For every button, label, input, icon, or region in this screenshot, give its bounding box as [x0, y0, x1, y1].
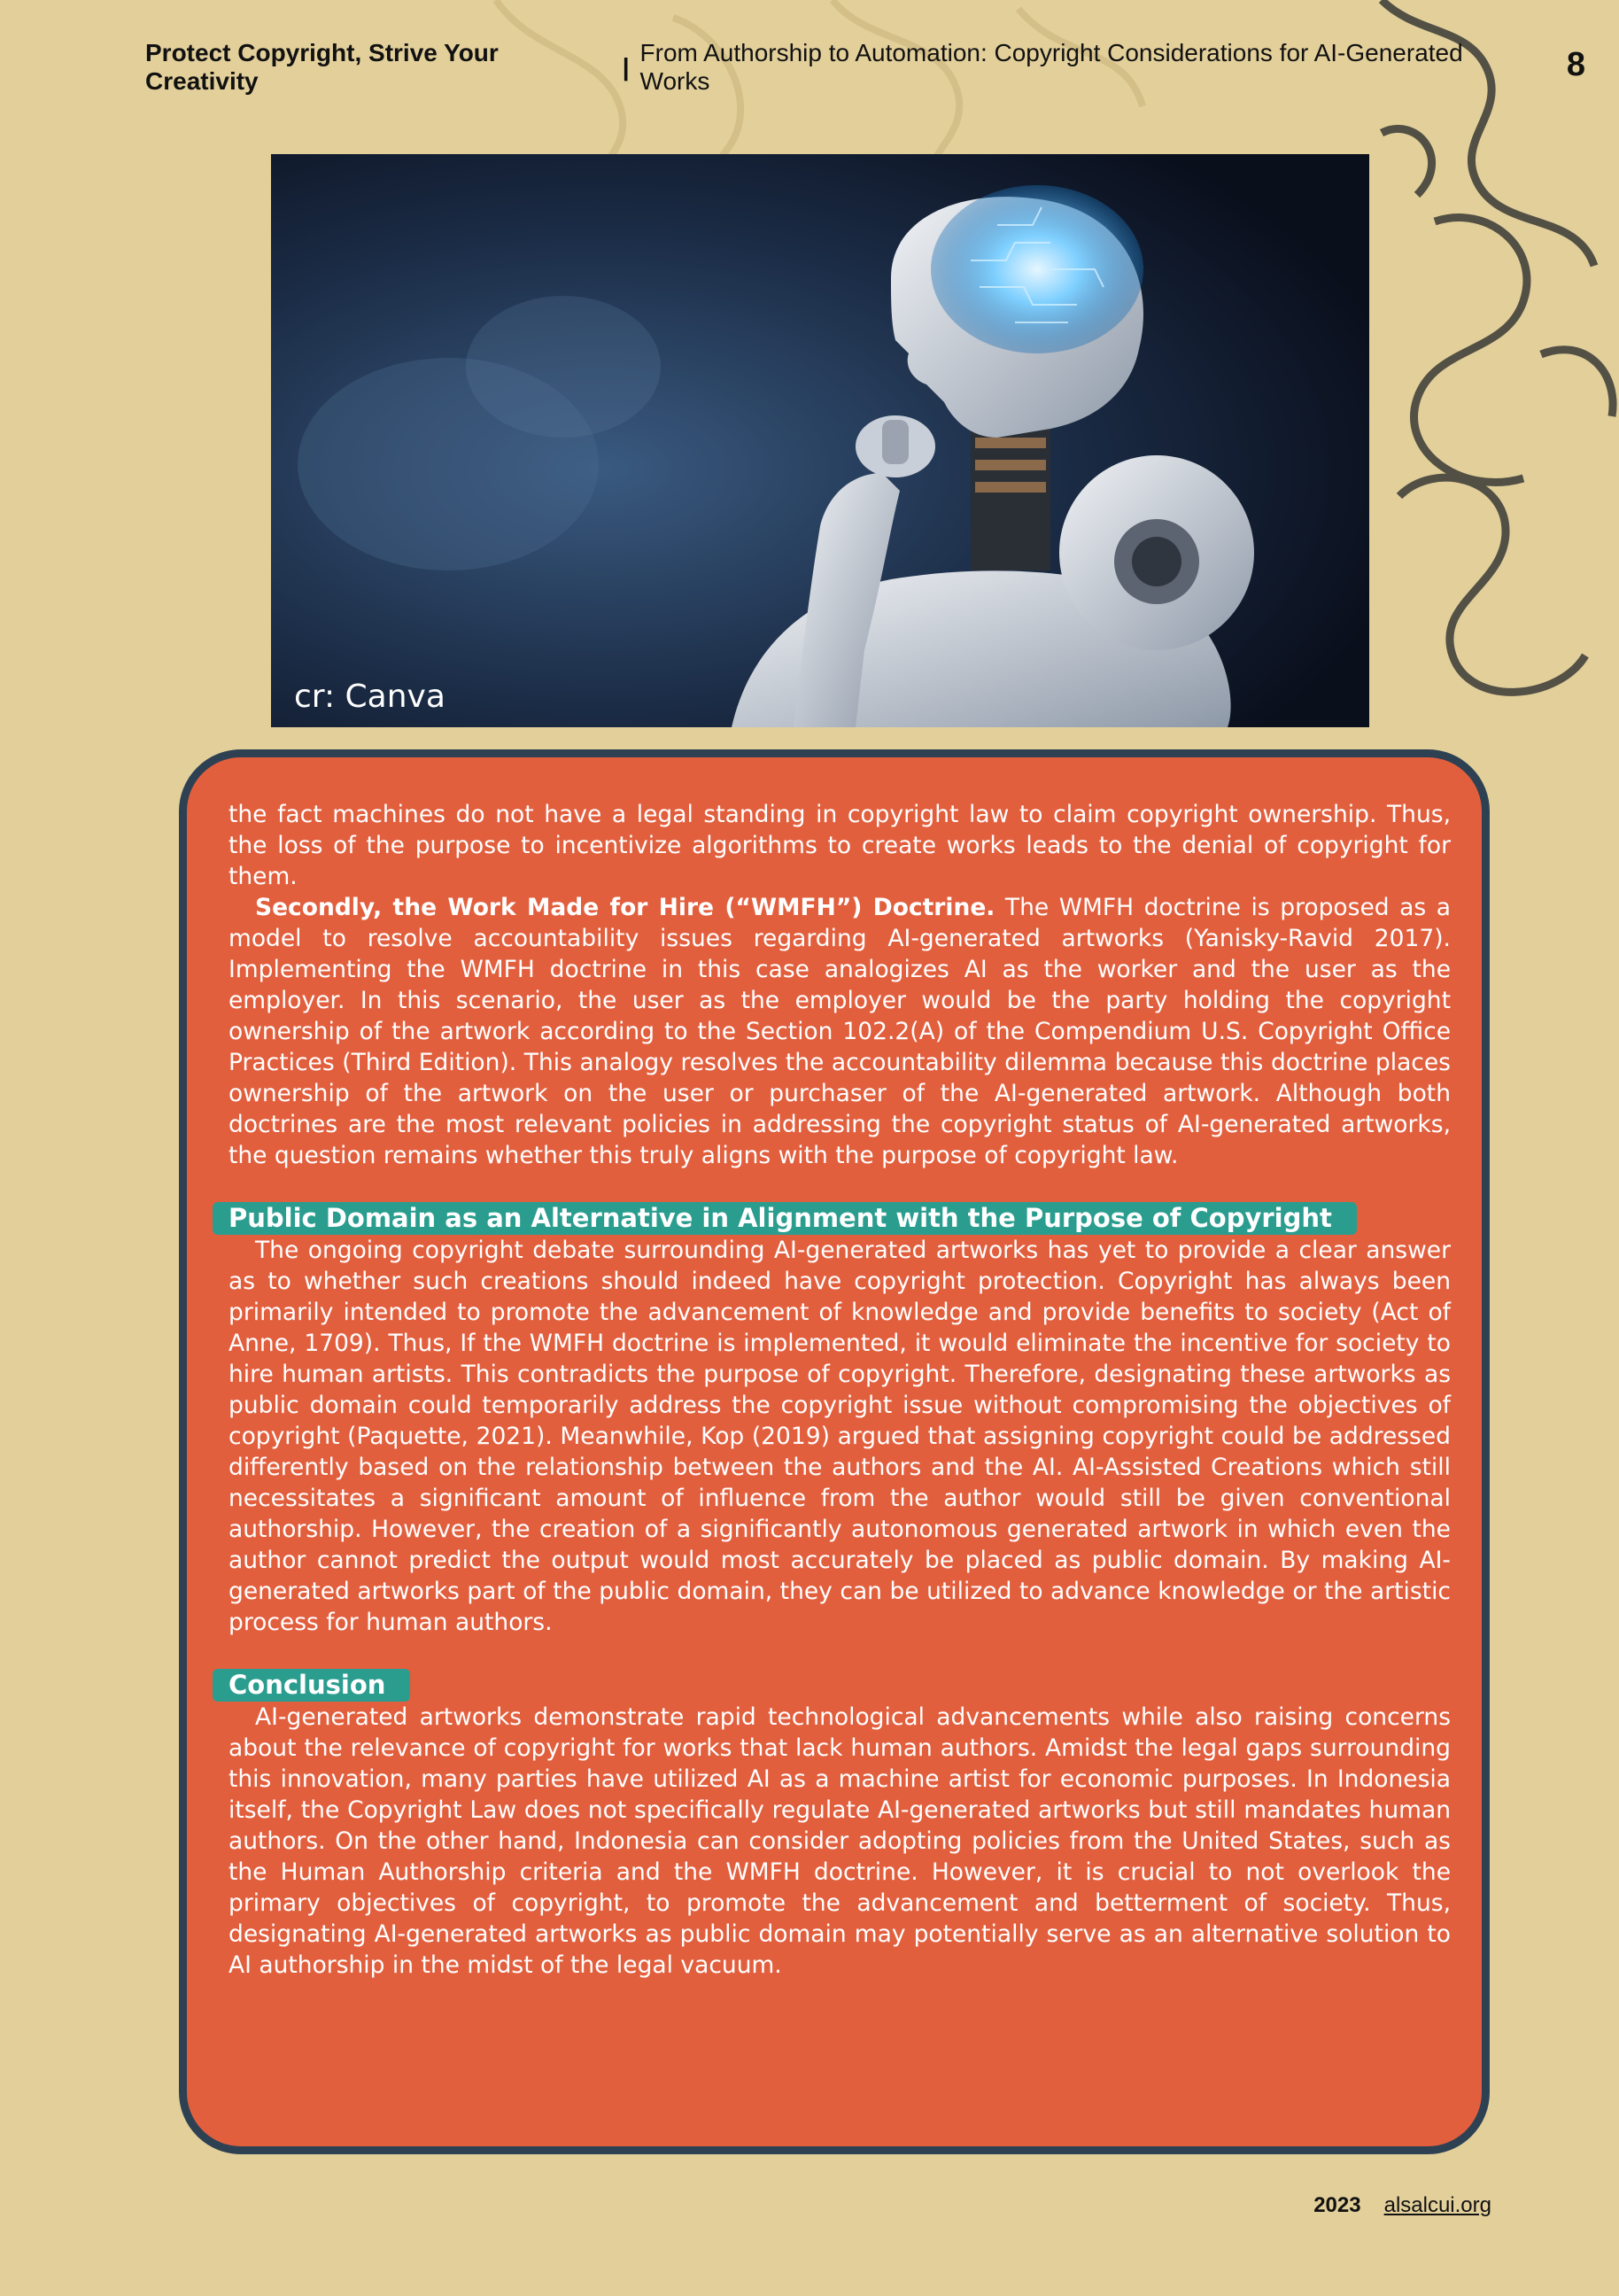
- paragraph-text: The WMFH doctrine is proposed as a model to resolve accountability issues regarding AI-generated artworks (Yanisky-Ravid 2017). Implementing the WMFH doctrine in this case analogizes AI as the worker and the user as the employer. In this scenario, the user as the employer would be the party holding the copyright ownership of the artwork according to the Section 102.2(A) of the Compendium U.S. Copyright Office Practices (Third Edition). This analogy resolves the accountability dilemma because this doctrine places ownership of the artwork on the user or purchaser of the AI-generated artwork. Although both doctrines are the most relevant policies in addressing the copyright status of AI-generated artworks, the question remains whether this truly aligns with the purpose of copyright law.: [229, 894, 1451, 1169]
- paragraph-public-domain: The ongoing copyright debate surrounding AI-generated artworks has yet to provide a clear answer as to whether such creations should indeed have copyright protection. Copyright has always been primarily intended to promote the advancement of knowledge and provide benefits to society (Act of Anne, 1709). Thus, If the WMFH doctrine is implemented, it would eliminate the incentive for society to hire human artists. This contradicts the purpose of copyright. Therefore, designating these artworks as public domain could temporarily address the copyright issue without compromising the objectives of copyright (Paquette, 2021). Meanwhile, Kop (2019) argued that assigning copyright could be addressed differently based on the relationship between the authors and the AI. AI-Assisted Creations which still necessitates a significant amount of influence from the author would still be given conventional authorship. However, the creation of a significantly autonomous generated artwork in which even the author cannot predict the output would most accurately be placed as public domain. By making AI-generated artworks part of the public domain, they can be utilized to advance knowledge or the artistic process for human authors.: [229, 1237, 1451, 1636]
- header-separator: |: [622, 53, 630, 81]
- article-body: [229, 799, 1451, 1981]
- paragraph-conclusion: AI-generated artworks demonstrate rapid technological advancements while also raising concerns about the relevance of copyright for works that lack human authors. Amidst the legal gaps surrounding this innovation, many parties have utilized AI as a machine artist for economic purposes. In Indonesia itself, the Copyright Law does not specifically regulate AI-generated artworks but still mandates human authors. On the other hand, Indonesia can consider adopting policies from the United States, such as the Human Authorship criteria and the WMFH doctrine. However, it is crucial to not overlook the primary objectives of copyright, to promote the advancement and betterment of society. Thus, designating AI-generated artworks as public domain may potentially serve as an alternative solution to AI authorship in the midst of the legal vacuum.: [229, 1703, 1451, 1979]
- paragraph-continuation: the fact machines do not have a legal standing in copyright law to claim copyright ownership. Thus, the loss of the purpose to incentivize algorithms to create works leads to the denial of copyright for them.: [229, 801, 1451, 890]
- section-heading-conclusion: Conclusion: [213, 1669, 410, 1702]
- paragraph-wmfh: [229, 892, 1451, 1171]
- footer-year: 2023: [1313, 2193, 1361, 2217]
- article-title: From Authorship to Automation: Copyright Considerations for AI-Generated Works: [639, 39, 1463, 95]
- page-footer: [1313, 2193, 1491, 2218]
- footer-website-link[interactable]: alsalcui.org: [1383, 2193, 1491, 2217]
- humanoid-robot-thinking-image: [271, 154, 1369, 727]
- photo-credit: cr: Canva: [294, 679, 445, 715]
- robot-photo: [271, 154, 1369, 727]
- section-heading-public-domain: Public Domain as an Alternative in Alignment with the Purpose of Copyright: [213, 1202, 1357, 1235]
- paragraph-lead: Secondly, the Work Made for Hire (“WMFH”) Doctrine.: [255, 894, 995, 921]
- page-header: [145, 39, 1527, 95]
- series-title: Protect Copyright, Strive Your Creativity: [145, 39, 499, 95]
- page-number: 8: [1566, 46, 1585, 83]
